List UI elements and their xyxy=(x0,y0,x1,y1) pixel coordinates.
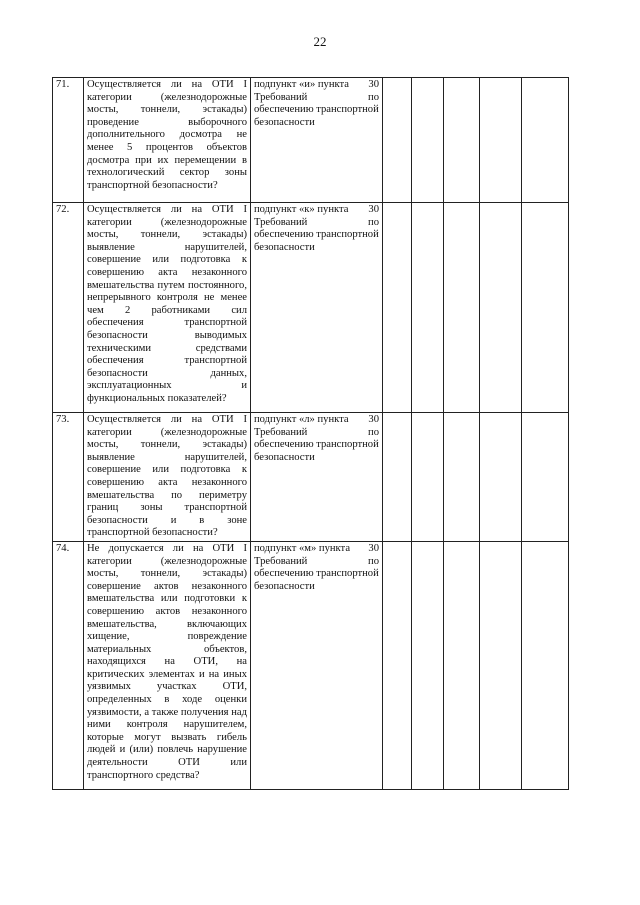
empty-cell xyxy=(444,78,480,203)
empty-cell xyxy=(383,541,412,789)
requirement-reference xyxy=(251,203,383,413)
reference-subject: обеспечению транспортной безопасности xyxy=(254,104,379,128)
reference-document: Требований xyxy=(254,91,308,103)
empty-cell xyxy=(522,203,569,413)
row-number: 71. xyxy=(53,78,84,203)
requirement-reference xyxy=(251,541,383,789)
empty-cell xyxy=(522,78,569,203)
reference-item: 30 xyxy=(368,79,379,90)
row-number: 72. xyxy=(53,203,84,413)
empty-cell xyxy=(480,78,522,203)
empty-cell xyxy=(480,203,522,413)
reference-preposition: по xyxy=(368,555,379,567)
empty-cell xyxy=(383,78,412,203)
table-row xyxy=(53,78,569,203)
reference-preposition: по xyxy=(368,216,379,228)
empty-cell xyxy=(480,541,522,789)
reference-clause: подпункт «м» пункта xyxy=(254,542,351,554)
table-row xyxy=(53,413,569,542)
empty-cell xyxy=(412,203,444,413)
requirement-reference xyxy=(251,413,383,542)
empty-cell xyxy=(480,413,522,542)
reference-item: 30 xyxy=(368,204,379,215)
empty-cell xyxy=(412,413,444,542)
empty-cell xyxy=(412,78,444,203)
reference-item: 30 xyxy=(368,542,379,554)
empty-cell xyxy=(412,541,444,789)
table-row xyxy=(53,541,569,789)
reference-document: Требований xyxy=(254,216,308,228)
question-text: Осуществляется ли на ОТИ I категории (железнодорожные мосты, тоннели, эстакады) проведение выборочного дополнительного досмотра не менее 5 процентов объектов досмотра при их перемещении в технологический сектор зоны транспортной безопасности? xyxy=(84,78,251,203)
reference-preposition: по xyxy=(368,91,379,103)
reference-item: 30 xyxy=(368,414,379,425)
reference-document: Требований xyxy=(254,426,308,438)
page-number: 22 xyxy=(313,34,327,49)
empty-cell xyxy=(444,413,480,542)
empty-cell xyxy=(522,413,569,542)
reference-clause: подпункт «л» пункта xyxy=(254,414,349,425)
empty-cell xyxy=(444,541,480,789)
question-text: Осуществляется ли на ОТИ I категории (железнодорожные мосты, тоннели, эстакады) выявление нарушителей, совершение или подготовка к совершению акта незаконного вмешательства по периметру границ зоны транспортной безопасности и в зоне транспортной безопасности? xyxy=(84,413,251,542)
empty-cell xyxy=(444,203,480,413)
reference-clause: подпункт «к» пункта xyxy=(254,204,349,215)
empty-cell xyxy=(383,203,412,413)
empty-cell xyxy=(522,541,569,789)
table-row xyxy=(53,203,569,413)
empty-cell xyxy=(383,413,412,542)
checklist-table xyxy=(52,77,569,790)
question-text: Не допускается ли на ОТИ I категории (железнодорожные мосты, тоннели, эстакады) совершение актов незаконного вмешательства или подготовки к совершению актов незаконного вмешательства, включающих хищение, повреждение материальных объектов, находящихся на ОТИ, на критических элементах и на иных уязвимых участках ОТИ, определенных в ходе оценки уязвимости, а также получения над ними контроля нарушителем, которые могут вызвать гибель людей и (или) повлечь нарушение деятельности ОТИ или транспортного средства? xyxy=(84,541,251,789)
reference-preposition: по xyxy=(368,426,379,438)
row-number: 74. xyxy=(53,541,84,789)
reference-subject: обеспечению транспортной безопасности xyxy=(254,568,379,592)
reference-clause: подпункт «и» пункта xyxy=(254,79,349,90)
row-number: 73. xyxy=(53,413,84,542)
reference-subject: обеспечению транспортной безопасности xyxy=(254,439,379,463)
question-text: Осуществляется ли на ОТИ I категории (железнодорожные мосты, тоннели, эстакады) выявление нарушителей, совершение или подготовка к совершению акта незаконного вмешательства путем постоянного, непрерывного контроля не менее чем 2 работниками сил обеспечения транспортной безопасности выводимых техническими средствами обеспечения транспортной безопасности данных, эксплуатационных и функциональных показателей? xyxy=(84,203,251,413)
reference-document: Требований xyxy=(254,555,308,567)
requirement-reference xyxy=(251,78,383,203)
reference-subject: обеспечению транспортной безопасности xyxy=(254,229,379,253)
